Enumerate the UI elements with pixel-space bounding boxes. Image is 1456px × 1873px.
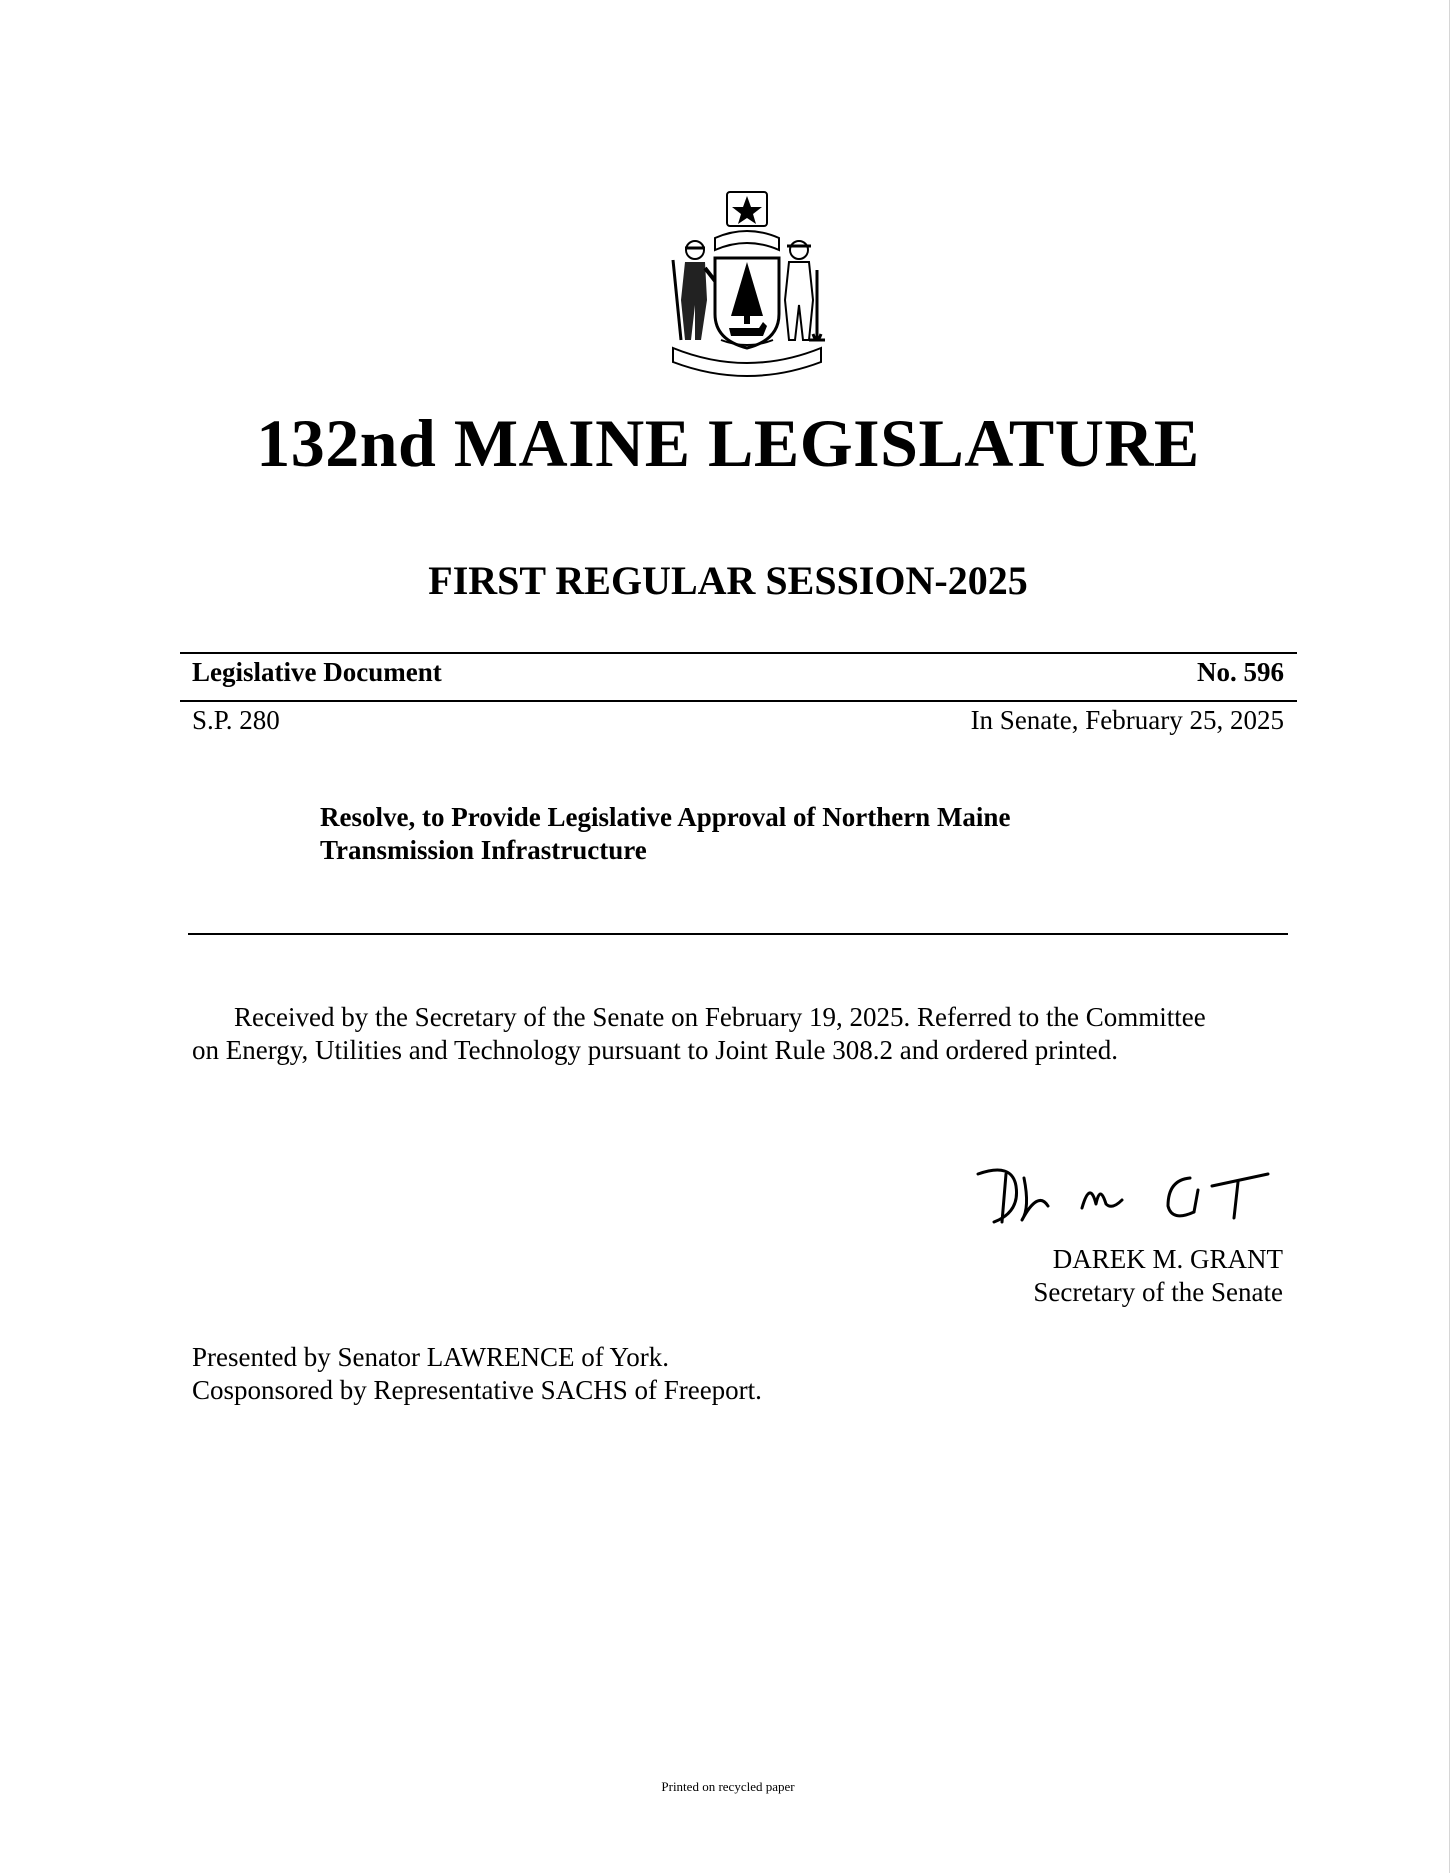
referral-paragraph — [192, 1001, 1312, 1067]
senate-date: In Senate, February 25, 2025 — [970, 705, 1284, 735]
document-number: No. 596 — [1197, 657, 1284, 687]
handwritten-signature-icon — [972, 1160, 1282, 1236]
sponsors-block — [192, 1341, 762, 1407]
referral-line: Received by the Secretary of the Senate on February 19, 2025. Referred to the Committee — [234, 1002, 1206, 1032]
legislative-document-label: Legislative Document — [192, 657, 442, 687]
referral-line: on Energy, Utilities and Technology pursuant to Joint Rule 308.2 and ordered printed. — [192, 1035, 1118, 1065]
resolve-title-line: Transmission Infrastructure — [320, 835, 647, 865]
recycled-paper-note: Printed on recycled paper — [661, 1779, 795, 1794]
signatory-name: DAREK M. GRANT — [1052, 1244, 1283, 1274]
signature-block — [1033, 1243, 1283, 1309]
legislature-heading: 132nd MAINE LEGISLATURE — [256, 405, 1200, 481]
presented-by: Presented by Senator LAWRENCE of York. — [192, 1342, 670, 1372]
divider-bottom — [188, 933, 1288, 935]
session-heading: FIRST REGULAR SESSION-2025 — [428, 558, 1028, 603]
maine-state-seal-icon — [667, 190, 827, 380]
cosponsored-by: Cosponsored by Representative SACHS of Freeport. — [192, 1375, 762, 1405]
page-edge — [1449, 0, 1450, 1873]
resolve-title-line: Resolve, to Provide Legislative Approval of Northern Maine — [320, 802, 1011, 832]
senate-info-row — [192, 702, 1284, 738]
document-info-row — [192, 654, 1284, 690]
senate-paper-number: S.P. 280 — [192, 705, 280, 735]
resolve-title — [320, 801, 1120, 867]
signatory-role: Secretary of the Senate — [1033, 1277, 1283, 1307]
